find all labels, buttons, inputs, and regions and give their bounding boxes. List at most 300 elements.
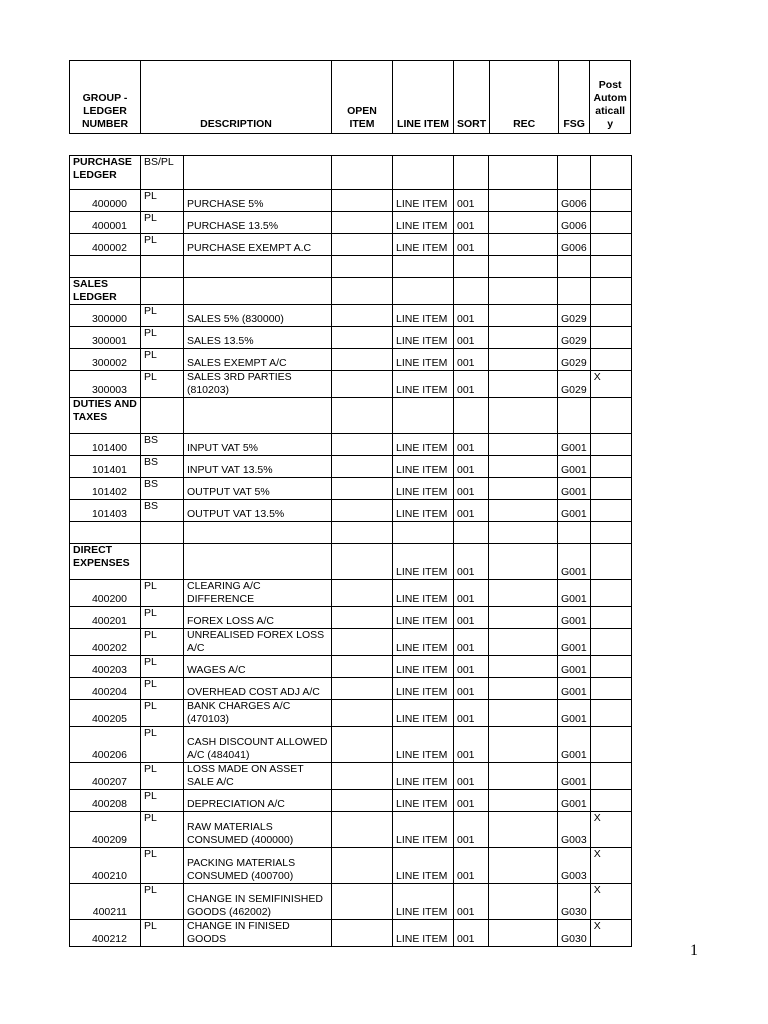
description-cell: RAW MATERIALS CONSUMED (400000) bbox=[184, 812, 332, 848]
rec-cell bbox=[489, 700, 558, 727]
rec-cell bbox=[489, 256, 558, 278]
sort-cell: 001 bbox=[454, 349, 489, 371]
page-number: 1 bbox=[690, 942, 698, 959]
rec-cell bbox=[489, 349, 558, 371]
post-automatically-cell bbox=[590, 500, 631, 522]
fsg-cell: G001 bbox=[558, 544, 591, 580]
rec-cell bbox=[489, 848, 558, 884]
ledger-number-cell: 101401 bbox=[70, 456, 141, 478]
line-item-cell: LINE ITEM bbox=[393, 349, 454, 371]
fsg-cell bbox=[558, 156, 591, 190]
sort-cell: 001 bbox=[454, 700, 489, 727]
post-automatically-cell: X bbox=[590, 884, 631, 920]
bs-pl-cell: PL bbox=[141, 349, 184, 371]
description-cell bbox=[184, 398, 332, 434]
line-item-cell bbox=[393, 522, 454, 544]
table-row bbox=[70, 848, 632, 884]
ledger-table bbox=[69, 155, 632, 947]
table-row bbox=[70, 349, 632, 371]
ledger-number-cell: 400200 bbox=[70, 580, 141, 607]
post-automatically-cell bbox=[590, 790, 631, 812]
description-cell: CLEARING A/C DIFFERENCE bbox=[184, 580, 332, 607]
description-cell: PURCHASE 13.5% bbox=[184, 212, 332, 234]
description-cell: PURCHASE 5% bbox=[184, 190, 332, 212]
line-item-cell: LINE ITEM bbox=[393, 478, 454, 500]
table-row bbox=[70, 629, 632, 656]
sort-cell: 001 bbox=[454, 500, 489, 522]
bs-pl-cell: BS/PL bbox=[141, 156, 184, 190]
fsg-cell: G003 bbox=[558, 812, 591, 848]
ledger-number-cell: 400001 bbox=[70, 212, 141, 234]
sort-cell: 001 bbox=[454, 656, 489, 678]
table-row bbox=[70, 327, 632, 349]
ledger-number-cell: 400205 bbox=[70, 700, 141, 727]
line-item-cell: LINE ITEM bbox=[393, 544, 454, 580]
description-cell: SALES 3RD PARTIES (810203) bbox=[184, 371, 332, 398]
description-cell: SALES 5% (830000) bbox=[184, 305, 332, 327]
ledger-number-cell: 101402 bbox=[70, 478, 141, 500]
post-automatically-cell bbox=[590, 678, 631, 700]
post-automatically-cell bbox=[590, 700, 631, 727]
description-cell: OVERHEAD COST ADJ A/C bbox=[184, 678, 332, 700]
fsg-cell: G001 bbox=[558, 629, 591, 656]
post-automatically-cell bbox=[590, 305, 631, 327]
fsg-cell: G030 bbox=[558, 884, 591, 920]
line-item-cell: LINE ITEM bbox=[393, 371, 454, 398]
rec-cell bbox=[489, 371, 558, 398]
open-item-cell bbox=[332, 580, 393, 607]
blank-row bbox=[70, 256, 632, 278]
table-row bbox=[70, 790, 632, 812]
bs-pl-cell bbox=[141, 398, 184, 434]
open-item-cell bbox=[332, 763, 393, 790]
post-automatically-cell bbox=[590, 478, 631, 500]
sort-cell: 001 bbox=[454, 678, 489, 700]
table-row bbox=[70, 305, 632, 327]
bs-pl-cell: PL bbox=[141, 212, 184, 234]
table-row bbox=[70, 580, 632, 607]
line-item-cell: LINE ITEM bbox=[393, 920, 454, 947]
sort-cell: 001 bbox=[454, 190, 489, 212]
line-item-cell: LINE ITEM bbox=[393, 212, 454, 234]
bs-pl-cell bbox=[141, 544, 184, 580]
table-row bbox=[70, 700, 632, 727]
bs-pl-cell: BS bbox=[141, 456, 184, 478]
open-item-cell bbox=[332, 256, 393, 278]
ledger-number-cell: 101400 bbox=[70, 434, 141, 456]
line-item-cell bbox=[393, 278, 454, 305]
ledger-number-cell: SALES LEDGER bbox=[70, 278, 141, 305]
ledger-number-cell: 400209 bbox=[70, 812, 141, 848]
sort-cell: 001 bbox=[454, 920, 489, 947]
rec-cell bbox=[489, 156, 558, 190]
rec-cell bbox=[489, 278, 558, 305]
description-cell bbox=[184, 256, 332, 278]
ledger-number-cell: DUTIES AND TAXES bbox=[70, 398, 141, 434]
open-item-cell bbox=[332, 371, 393, 398]
post-automatically-cell bbox=[590, 629, 631, 656]
header-rec: REC bbox=[490, 61, 559, 134]
ledger-number-cell bbox=[70, 256, 141, 278]
ledger-number-cell: 400208 bbox=[70, 790, 141, 812]
sort-cell bbox=[454, 256, 489, 278]
ledger-number-cell: 300002 bbox=[70, 349, 141, 371]
description-cell: SALES EXEMPT A/C bbox=[184, 349, 332, 371]
rec-cell bbox=[489, 629, 558, 656]
sort-cell: 001 bbox=[454, 763, 489, 790]
open-item-cell bbox=[332, 812, 393, 848]
line-item-cell bbox=[393, 156, 454, 190]
table-row bbox=[70, 190, 632, 212]
rec-cell bbox=[489, 920, 558, 947]
post-automatically-cell bbox=[590, 656, 631, 678]
description-cell bbox=[184, 522, 332, 544]
description-cell: WAGES A/C bbox=[184, 656, 332, 678]
open-item-cell bbox=[332, 656, 393, 678]
ledger-number-cell: 300003 bbox=[70, 371, 141, 398]
sort-cell: 001 bbox=[454, 580, 489, 607]
description-cell: BANK CHARGES A/C (470103) bbox=[184, 700, 332, 727]
rec-cell bbox=[489, 305, 558, 327]
bs-pl-cell: PL bbox=[141, 305, 184, 327]
table-row bbox=[70, 607, 632, 629]
sort-cell bbox=[454, 522, 489, 544]
post-automatically-cell bbox=[590, 256, 631, 278]
sort-cell: 001 bbox=[454, 478, 489, 500]
bs-pl-cell: PL bbox=[141, 371, 184, 398]
description-cell: CHANGE IN SEMIFINISHED GOODS (462002) bbox=[184, 884, 332, 920]
table-row bbox=[70, 884, 632, 920]
post-automatically-cell bbox=[590, 607, 631, 629]
fsg-cell: G001 bbox=[558, 580, 591, 607]
fsg-cell: G030 bbox=[558, 920, 591, 947]
ledger-number-cell: 400204 bbox=[70, 678, 141, 700]
line-item-cell: LINE ITEM bbox=[393, 848, 454, 884]
ledger-number-cell: 400211 bbox=[70, 884, 141, 920]
post-automatically-cell bbox=[590, 580, 631, 607]
ledger-number-cell: DIRECT EXPENSES bbox=[70, 544, 141, 580]
sort-cell: 001 bbox=[454, 884, 489, 920]
table-row bbox=[70, 656, 632, 678]
open-item-cell bbox=[332, 500, 393, 522]
description-cell bbox=[184, 278, 332, 305]
line-item-cell: LINE ITEM bbox=[393, 812, 454, 848]
sort-cell: 001 bbox=[454, 848, 489, 884]
open-item-cell bbox=[332, 212, 393, 234]
post-automatically-cell bbox=[590, 190, 631, 212]
line-item-cell: LINE ITEM bbox=[393, 580, 454, 607]
fsg-cell: G001 bbox=[558, 500, 591, 522]
open-item-cell bbox=[332, 727, 393, 763]
sort-cell: 001 bbox=[454, 371, 489, 398]
rec-cell bbox=[489, 398, 558, 434]
sort-cell bbox=[454, 278, 489, 305]
fsg-cell: G029 bbox=[558, 305, 591, 327]
rec-cell bbox=[489, 884, 558, 920]
fsg-cell: G001 bbox=[558, 478, 591, 500]
line-item-cell: LINE ITEM bbox=[393, 678, 454, 700]
rec-cell bbox=[489, 522, 558, 544]
open-item-cell bbox=[332, 278, 393, 305]
description-cell bbox=[184, 544, 332, 580]
description-cell: OUTPUT VAT 5% bbox=[184, 478, 332, 500]
table-row bbox=[70, 434, 632, 456]
header-sort: SORT bbox=[454, 61, 490, 134]
description-cell: SALES 13.5% bbox=[184, 327, 332, 349]
open-item-cell bbox=[332, 349, 393, 371]
bs-pl-cell: PL bbox=[141, 920, 184, 947]
bs-pl-cell: PL bbox=[141, 190, 184, 212]
description-cell: DEPRECIATION A/C bbox=[184, 790, 332, 812]
table-row bbox=[70, 234, 632, 256]
bs-pl-cell: BS bbox=[141, 478, 184, 500]
bs-pl-cell bbox=[141, 278, 184, 305]
description-cell: UNREALISED FOREX LOSS A/C bbox=[184, 629, 332, 656]
fsg-cell: G001 bbox=[558, 700, 591, 727]
sort-cell: 001 bbox=[454, 434, 489, 456]
post-automatically-cell bbox=[590, 456, 631, 478]
open-item-cell bbox=[332, 398, 393, 434]
bs-pl-cell: PL bbox=[141, 656, 184, 678]
bs-pl-cell: PL bbox=[141, 580, 184, 607]
fsg-cell bbox=[558, 278, 591, 305]
open-item-cell bbox=[332, 156, 393, 190]
bs-pl-cell: PL bbox=[141, 848, 184, 884]
open-item-cell bbox=[332, 607, 393, 629]
header-group-ledger: GROUP - LEDGER NUMBER bbox=[70, 61, 141, 134]
fsg-cell: G003 bbox=[558, 848, 591, 884]
table-row bbox=[70, 678, 632, 700]
ledger-number-cell: 400212 bbox=[70, 920, 141, 947]
description-cell: FOREX LOSS A/C bbox=[184, 607, 332, 629]
post-automatically-cell bbox=[590, 234, 631, 256]
line-item-cell: LINE ITEM bbox=[393, 456, 454, 478]
open-item-cell bbox=[332, 700, 393, 727]
description-cell bbox=[184, 156, 332, 190]
rec-cell bbox=[489, 763, 558, 790]
post-automatically-cell: X bbox=[590, 848, 631, 884]
post-automatically-cell bbox=[590, 522, 631, 544]
ledger-number-cell: 400203 bbox=[70, 656, 141, 678]
sort-cell: 001 bbox=[454, 212, 489, 234]
bs-pl-cell: PL bbox=[141, 234, 184, 256]
fsg-cell: G001 bbox=[558, 763, 591, 790]
description-cell: CHANGE IN FINISED GOODS bbox=[184, 920, 332, 947]
group-row bbox=[70, 278, 632, 305]
ledger-number-cell: 400000 bbox=[70, 190, 141, 212]
header-post-automatically: Post Autom aticall y bbox=[590, 61, 631, 134]
table-row bbox=[70, 371, 632, 398]
bs-pl-cell bbox=[141, 256, 184, 278]
description-cell: PURCHASE EXEMPT A.C bbox=[184, 234, 332, 256]
sort-cell: 001 bbox=[454, 327, 489, 349]
description-cell: PACKING MATERIALS CONSUMED (400700) bbox=[184, 848, 332, 884]
rec-cell bbox=[489, 656, 558, 678]
table-row bbox=[70, 763, 632, 790]
post-automatically-cell bbox=[590, 349, 631, 371]
rec-cell bbox=[489, 212, 558, 234]
fsg-cell: G001 bbox=[558, 656, 591, 678]
open-item-cell bbox=[332, 522, 393, 544]
rec-cell bbox=[489, 478, 558, 500]
open-item-cell bbox=[332, 478, 393, 500]
open-item-cell bbox=[332, 884, 393, 920]
ledger-number-cell: 400002 bbox=[70, 234, 141, 256]
fsg-cell: G029 bbox=[558, 327, 591, 349]
description-cell: INPUT VAT 13.5% bbox=[184, 456, 332, 478]
sort-cell: 001 bbox=[454, 629, 489, 656]
sort-cell: 001 bbox=[454, 790, 489, 812]
ledger-number-cell: 300001 bbox=[70, 327, 141, 349]
bs-pl-cell: PL bbox=[141, 607, 184, 629]
sort-cell: 001 bbox=[454, 456, 489, 478]
line-item-cell: LINE ITEM bbox=[393, 327, 454, 349]
table-row bbox=[70, 727, 632, 763]
post-automatically-cell: X bbox=[590, 812, 631, 848]
open-item-cell bbox=[332, 678, 393, 700]
bs-pl-cell: PL bbox=[141, 727, 184, 763]
fsg-cell: G001 bbox=[558, 434, 591, 456]
bs-pl-cell bbox=[141, 522, 184, 544]
line-item-cell: LINE ITEM bbox=[393, 656, 454, 678]
post-automatically-cell: X bbox=[590, 371, 631, 398]
ledger-number-cell: PURCHASE LEDGER bbox=[70, 156, 141, 190]
sort-cell bbox=[454, 398, 489, 434]
rec-cell bbox=[489, 190, 558, 212]
fsg-cell: G006 bbox=[558, 234, 591, 256]
post-automatically-cell bbox=[590, 212, 631, 234]
ledger-number-cell: 400202 bbox=[70, 629, 141, 656]
post-automatically-cell: X bbox=[590, 920, 631, 947]
line-item-cell: LINE ITEM bbox=[393, 629, 454, 656]
line-item-cell: LINE ITEM bbox=[393, 884, 454, 920]
rec-cell bbox=[489, 727, 558, 763]
line-item-cell: LINE ITEM bbox=[393, 700, 454, 727]
post-automatically-cell bbox=[590, 398, 631, 434]
bs-pl-cell: PL bbox=[141, 700, 184, 727]
open-item-cell bbox=[332, 790, 393, 812]
line-item-cell: LINE ITEM bbox=[393, 763, 454, 790]
post-automatically-cell bbox=[590, 763, 631, 790]
table-row bbox=[70, 500, 632, 522]
sort-cell: 001 bbox=[454, 812, 489, 848]
bs-pl-cell: BS bbox=[141, 500, 184, 522]
line-item-cell: LINE ITEM bbox=[393, 190, 454, 212]
bs-pl-cell: PL bbox=[141, 678, 184, 700]
bs-pl-cell: PL bbox=[141, 327, 184, 349]
post-automatically-cell bbox=[590, 156, 631, 190]
rec-cell bbox=[489, 327, 558, 349]
post-automatically-cell bbox=[590, 727, 631, 763]
rec-cell bbox=[489, 234, 558, 256]
rec-cell bbox=[489, 500, 558, 522]
open-item-cell bbox=[332, 327, 393, 349]
sort-cell bbox=[454, 156, 489, 190]
fsg-cell: G001 bbox=[558, 727, 591, 763]
rec-cell bbox=[489, 434, 558, 456]
open-item-cell bbox=[332, 920, 393, 947]
line-item-cell: LINE ITEM bbox=[393, 500, 454, 522]
line-item-cell: LINE ITEM bbox=[393, 790, 454, 812]
description-cell: CASH DISCOUNT ALLOWED A/C (484041) bbox=[184, 727, 332, 763]
ledger-number-cell: 101403 bbox=[70, 500, 141, 522]
rec-cell bbox=[489, 456, 558, 478]
fsg-cell: G001 bbox=[558, 790, 591, 812]
line-item-cell bbox=[393, 398, 454, 434]
bs-pl-cell: PL bbox=[141, 629, 184, 656]
description-cell: LOSS MADE ON ASSET SALE A/C bbox=[184, 763, 332, 790]
fsg-cell bbox=[558, 522, 591, 544]
open-item-cell bbox=[332, 305, 393, 327]
rec-cell bbox=[489, 607, 558, 629]
bs-pl-cell: PL bbox=[141, 763, 184, 790]
rec-cell bbox=[489, 580, 558, 607]
ledger-number-cell: 300000 bbox=[70, 305, 141, 327]
blank-row bbox=[70, 522, 632, 544]
fsg-cell bbox=[558, 256, 591, 278]
fsg-cell: G001 bbox=[558, 678, 591, 700]
open-item-cell bbox=[332, 190, 393, 212]
table-row bbox=[70, 812, 632, 848]
line-item-cell: LINE ITEM bbox=[393, 607, 454, 629]
fsg-cell: G006 bbox=[558, 190, 591, 212]
open-item-cell bbox=[332, 456, 393, 478]
fsg-cell: G001 bbox=[558, 607, 591, 629]
header-description: DESCRIPTION bbox=[141, 61, 332, 134]
ledger-table-header bbox=[69, 60, 631, 134]
open-item-cell bbox=[332, 434, 393, 456]
fsg-cell: G029 bbox=[558, 349, 591, 371]
bs-pl-cell: PL bbox=[141, 790, 184, 812]
bs-pl-cell: PL bbox=[141, 812, 184, 848]
post-automatically-cell bbox=[590, 278, 631, 305]
ledger-number-cell bbox=[70, 522, 141, 544]
group-row bbox=[70, 544, 632, 580]
sort-cell: 001 bbox=[454, 305, 489, 327]
rec-cell bbox=[489, 544, 558, 580]
post-automatically-cell bbox=[590, 327, 631, 349]
line-item-cell: LINE ITEM bbox=[393, 234, 454, 256]
header-fsg: FSG bbox=[559, 61, 590, 134]
line-item-cell: LINE ITEM bbox=[393, 305, 454, 327]
fsg-cell bbox=[558, 398, 591, 434]
open-item-cell bbox=[332, 629, 393, 656]
open-item-cell bbox=[332, 848, 393, 884]
line-item-cell: LINE ITEM bbox=[393, 727, 454, 763]
group-row bbox=[70, 156, 632, 190]
ledger-number-cell: 400206 bbox=[70, 727, 141, 763]
fsg-cell: G029 bbox=[558, 371, 591, 398]
post-automatically-cell bbox=[590, 544, 631, 580]
ledger-number-cell: 400207 bbox=[70, 763, 141, 790]
description-cell: INPUT VAT 5% bbox=[184, 434, 332, 456]
line-item-cell: LINE ITEM bbox=[393, 434, 454, 456]
line-item-cell bbox=[393, 256, 454, 278]
bs-pl-cell: BS bbox=[141, 434, 184, 456]
ledger-number-cell: 400201 bbox=[70, 607, 141, 629]
post-automatically-cell bbox=[590, 434, 631, 456]
table-row bbox=[70, 212, 632, 234]
fsg-cell: G006 bbox=[558, 212, 591, 234]
bs-pl-cell: PL bbox=[141, 884, 184, 920]
rec-cell bbox=[489, 812, 558, 848]
ledger-number-cell: 400210 bbox=[70, 848, 141, 884]
rec-cell bbox=[489, 790, 558, 812]
sort-cell: 001 bbox=[454, 607, 489, 629]
group-row bbox=[70, 398, 632, 434]
fsg-cell: G001 bbox=[558, 456, 591, 478]
open-item-cell bbox=[332, 544, 393, 580]
